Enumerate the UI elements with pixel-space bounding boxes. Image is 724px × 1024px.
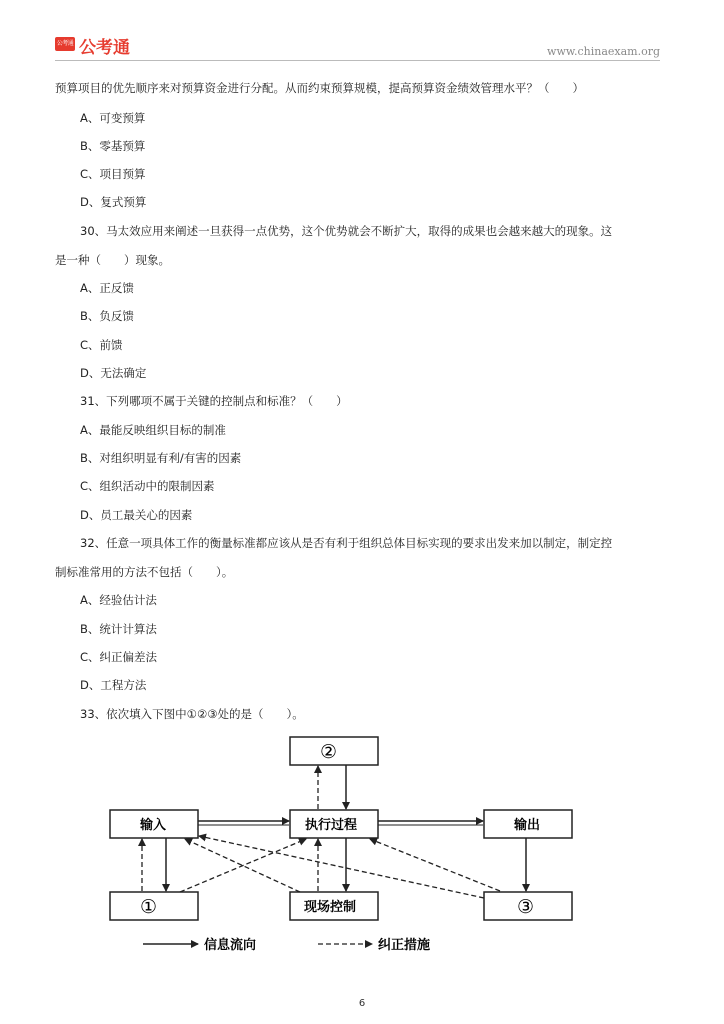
q29-option-d: D、复式预算 [80, 195, 147, 209]
label-process: 执行过程 [305, 818, 358, 833]
label-input: 输入 [140, 818, 167, 833]
label-box-1: ① [140, 896, 158, 918]
q32-stem-line1: 32、任意一项具体工作的衡量标准都应该从是否有利于组织总体目标实现的要求出发来加以制定，制定控 [80, 536, 613, 550]
q30-stem-line2: 是一种（ ）现象。 [55, 253, 170, 267]
q31-option-d: D、员工最关心的因素 [80, 508, 193, 522]
dash-3-to-process [370, 839, 500, 891]
legend-correct-label: 纠正措施 [378, 938, 431, 953]
q32-stem-line2: 制标准常用的方法不包括（ ）。 [55, 565, 234, 579]
page-number: 6 [358, 998, 366, 1009]
q31-stem: 31、下列哪项不属于关键的控制点和标准？（ ） [80, 394, 348, 408]
label-field-control: 现场控制 [304, 900, 357, 915]
page-header [0, 0, 724, 62]
q30-option-c: C、前馈 [80, 338, 123, 352]
control-flow-diagram [0, 730, 724, 960]
q30-option-d: D、无法确定 [80, 366, 147, 380]
q32-option-b: B、统计计算法 [80, 622, 157, 636]
q31-option-b: B、对组织明显有利/有害的因素 [80, 451, 242, 465]
site-url: www.chinaexam.org [547, 45, 660, 58]
logo-text: 公考通 [79, 38, 130, 58]
q29-option-c: C、项目预算 [80, 167, 146, 181]
header-divider [55, 60, 660, 61]
q32-option-c: C、纠正偏差法 [80, 650, 158, 664]
label-box-2: ② [320, 741, 338, 763]
q30-stem-line1: 30、马太效应用来阐述一旦获得一点优势，这个优势就会不断扩大，取得的成果也会越来越大的现象。这 [80, 224, 613, 238]
label-output: 输出 [514, 818, 541, 833]
q32-option-a: A、经验估计法 [80, 593, 157, 607]
q29-option-b: B、零基预算 [80, 139, 146, 153]
q31-option-a: A、最能反映组织目标的制准 [80, 423, 226, 437]
q30-option-a: A、正反馈 [80, 281, 134, 295]
q29-option-a: A、可变预算 [80, 111, 146, 125]
dash-3-to-input [199, 836, 484, 898]
q32-option-d: D、工程方法 [80, 678, 147, 692]
legend-info-label: 信息流向 [204, 938, 257, 953]
logo-badge: 公考通 [55, 37, 75, 51]
q33-stem: 33、依次填入下图中①②③处的是（ ）。 [80, 707, 304, 721]
q29-stem: 预算项目的优先顺序来对预算资金进行分配。从而约束预算规模，提高预算资金绩效管理水平？（ ） [55, 81, 584, 95]
q30-option-b: B、负反馈 [80, 309, 134, 323]
dash-1-to-process [180, 839, 306, 892]
label-box-3: ③ [517, 896, 535, 918]
q31-option-c: C、组织活动中的限制因素 [80, 479, 215, 493]
